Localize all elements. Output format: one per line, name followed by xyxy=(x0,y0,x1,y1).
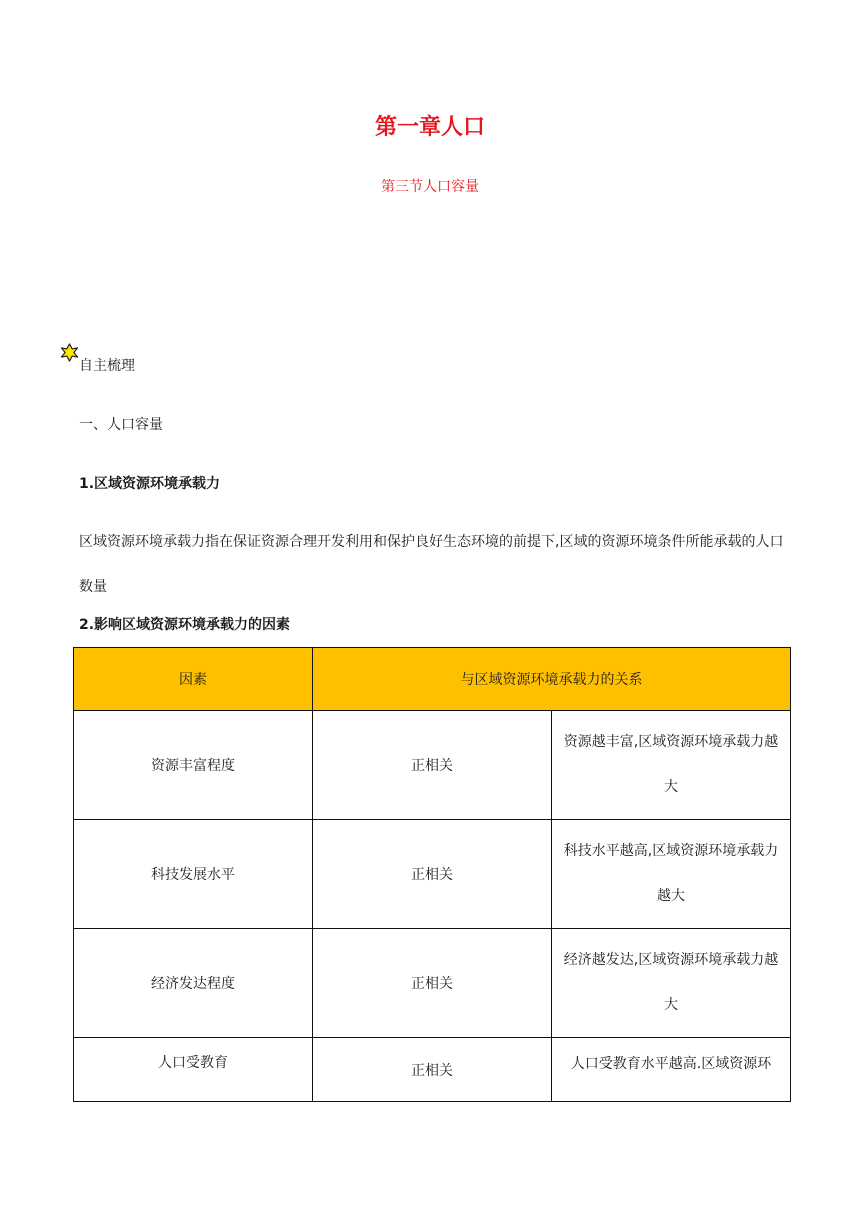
header-relation: 与区域资源环境承载力的关系 xyxy=(313,648,791,711)
definition-paragraph: 区域资源环境承载力指在保证资源合理开发利用和保护良好生态环境的前提下,区域的资源环境条件所能承载的人口数量 xyxy=(79,534,784,595)
star-icon xyxy=(60,343,79,362)
table-header-row xyxy=(74,648,791,711)
relation-cell: 正相关 xyxy=(313,1038,552,1102)
chapter-title: 第一章人口 xyxy=(374,115,485,140)
header-factor: 因素 xyxy=(74,648,313,711)
description-cell: 资源越丰富,区域资源环境承载力越大 xyxy=(552,711,791,820)
section-title: 第三节人口容量 xyxy=(381,179,479,195)
description-cell: 人口受教育水平越高.区域资源环 xyxy=(552,1038,791,1102)
subheading-factors: 2.影响区域资源环境承载力的因素 xyxy=(79,617,291,633)
factor-cell: 人口受教育 xyxy=(74,1038,313,1102)
table-row xyxy=(74,1038,791,1102)
description-cell: 科技水平越高,区域资源环境承载力越大 xyxy=(552,820,791,929)
subheading-carrying-capacity: 1.区域资源环境承载力 xyxy=(79,476,221,492)
self-study-label: 自主梳理 xyxy=(79,358,135,374)
relation-cell: 正相关 xyxy=(313,820,552,929)
table-row xyxy=(74,820,791,929)
table-row xyxy=(74,711,791,820)
table-row xyxy=(74,929,791,1038)
factor-cell: 资源丰富程度 xyxy=(74,711,313,820)
heading-population-capacity: 一、人口容量 xyxy=(79,417,163,433)
factors-table xyxy=(73,647,791,1102)
relation-cell: 正相关 xyxy=(313,711,552,820)
factor-cell: 科技发展水平 xyxy=(74,820,313,929)
factor-cell: 经济发达程度 xyxy=(74,929,313,1038)
description-cell: 经济越发达,区域资源环境承载力越大 xyxy=(552,929,791,1038)
relation-cell: 正相关 xyxy=(313,929,552,1038)
